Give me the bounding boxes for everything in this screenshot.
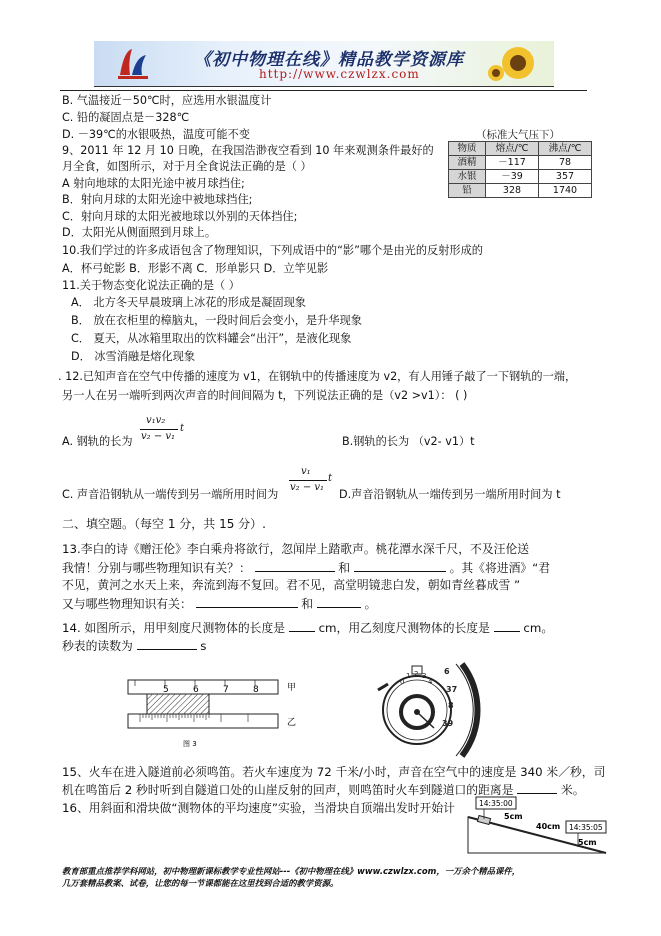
q11-option-c: C． 夏天，从冰箱里取出的饮料罐会“出汗”，是液化现象: [71, 332, 352, 345]
answer-blank[interactable]: [289, 620, 315, 632]
fraction-a-bar: [140, 429, 178, 430]
table-cell: －117: [486, 156, 539, 170]
table-cell: －39: [486, 170, 539, 184]
stopwatch-small-dial: 1: [406, 672, 411, 680]
q9-line1: 9、2011 年 12 月 10 日晚，在我国浩渺夜空看到 10 年来观测条件最好的: [62, 144, 434, 157]
ruler-figure: [125, 676, 305, 752]
q12-option-d: D.声音沿钢轨从一端传到另一端所用时间为 t: [339, 488, 561, 501]
fraction-a-denominator: v₂ − v₁: [141, 431, 176, 442]
q13-text-a: 我情！分别与哪些物理知识有关？：: [62, 561, 251, 575]
q12-line1: . 12.已知声音在空气中传播的速度为 v1，在钢轨中的传播速度为 v2，有人用锤子敲了一下钢轨的一端，: [58, 370, 577, 383]
q11-option-a: A． 北方冬天早晨玻璃上冰花的形成是凝固现象: [71, 296, 306, 309]
stopwatch-big-dial: 6: [444, 667, 450, 676]
q14-text-b: cm，用乙刻度尺测物体的长度是: [318, 621, 490, 635]
stopwatch-small-dial: 4: [428, 678, 433, 686]
q13-line4: [62, 596, 376, 611]
ruler-number: 6: [193, 685, 199, 695]
table-cell: 酒精: [449, 156, 486, 170]
incline-length: 5cm: [578, 838, 597, 847]
stopwatch-big-dial: 37: [446, 685, 458, 694]
table-cell: 1740: [539, 184, 592, 198]
q14-text-a: 14. 如图所示，用甲刻度尺测物体的长度是: [62, 621, 286, 635]
stopwatch-small-dial: 0: [400, 678, 405, 686]
q9-option-d: D．太阳光从侧面照到月球上。: [62, 226, 217, 239]
q9-line2: 月全食，如图所示，对于月全食说法正确的是（ ）: [62, 160, 312, 173]
q15-text-a: 机在鸣笛后 2 秒时听到自隧道口处的山崖反射的回声，则鸣笛时火车到隧道口的距离是: [62, 783, 514, 797]
fraction-a-numerator: v₁v₂: [146, 415, 166, 426]
q14-line2: [62, 638, 206, 653]
banner-url: http://www.czwlzx.com: [259, 67, 420, 81]
table-cell: 铅: [449, 184, 486, 198]
ruler-number: 5: [163, 685, 169, 695]
answer-blank[interactable]: [196, 596, 298, 608]
q14-text-c: cm。: [523, 621, 554, 635]
ruler-label-yi: 乙: [287, 718, 297, 728]
q15-line1: 15、火车在进入隧道前必须鸣笛。若火车速度为 72 千米/小时，声音在空气中的速度是 340 米／秒，司: [62, 765, 606, 779]
q14-text-d: 秒表的读数为: [62, 639, 133, 653]
q13-text-c: 。其《将进酒》“君: [449, 561, 551, 575]
table-caption: （标准大气压下）: [476, 129, 560, 141]
stopwatch-big-dial: 8: [448, 701, 454, 710]
site-logo-icon: [116, 45, 150, 81]
table-cell: 水银: [449, 170, 486, 184]
q9-option-b: B．射向月球的太阳光途中被地球挡住;: [62, 193, 253, 206]
timer-start: 14:35:00: [479, 799, 513, 808]
fraction-c-denominator: v₂ − v₁: [290, 482, 325, 493]
q14-text-e: s: [200, 639, 207, 653]
sunflower-icon: [488, 43, 548, 85]
table-header: 物质: [449, 142, 486, 156]
answer-blank[interactable]: [494, 620, 520, 632]
fraction-c-t: t: [328, 473, 333, 484]
timer-end: 14:35:05: [569, 823, 603, 832]
stopwatch-small-dial: 3: [422, 672, 427, 680]
q14-line1: [62, 620, 553, 635]
q13-text-b: 和: [338, 561, 351, 575]
q15-text-b: 米。: [561, 783, 585, 797]
q12-option-c: C. 声音沿钢轨从一端传到另一端所用时间为: [62, 488, 279, 501]
q11-text: 11.关于物态变化说法正确的是（ ）: [62, 279, 240, 292]
q12-option-b: B.钢轨的长为 （v2- v1）t: [342, 435, 475, 448]
fraction-c-bar: [289, 480, 327, 481]
option-d: D. －39℃的水银吸热，温度可能不变: [62, 128, 250, 141]
q9-option-c: C．射向月球的太阳光被地球以外别的天体挡住;: [62, 210, 298, 223]
option-b: B. 气温接近－50℃时，应选用水银温度计: [62, 94, 272, 107]
stopwatch-figure: [368, 660, 488, 760]
ruler-number: 7: [223, 685, 229, 695]
header-banner: [94, 41, 554, 87]
option-c: C. 铅的凝固点是－328℃: [62, 111, 190, 124]
answer-blank[interactable]: [255, 560, 335, 572]
q13-line1: 13.李白的诗《赠汪伦》李白乘舟将欲行，忽闻岸上踏歌声。桃花潭水深千尺，不及汪伦送: [62, 542, 530, 556]
section-fill-blank: 二、填空题。（每空 1 分，共 15 分）.: [62, 517, 266, 531]
q16-text: 16、用斜面和滑块做“测物体的平均速度”实验，当滑块自顶端出发时开始计: [62, 801, 455, 815]
properties-table: [448, 141, 592, 198]
table-header: 沸点/℃: [539, 142, 592, 156]
table-header: 熔点/℃: [486, 142, 539, 156]
stopwatch-small-dial: 2: [414, 670, 419, 678]
q13-text-d: 又与哪些物理知识有关：: [62, 597, 192, 611]
header-rule: [60, 90, 587, 91]
answer-blank[interactable]: [517, 782, 557, 794]
table-cell: 357: [539, 170, 592, 184]
q13-line2: [62, 560, 550, 575]
fraction-a-t: t: [180, 423, 185, 434]
table-cell: 78: [539, 156, 592, 170]
ruler-label-jia: 甲: [287, 683, 297, 693]
ruler-number: 8: [253, 685, 259, 695]
incline-length: 5cm: [504, 812, 523, 821]
q13-text-f: 。: [364, 597, 377, 611]
q10-options: A．杯弓蛇影 B．形影不离 C．形单影只 D．立竿见影: [62, 262, 329, 275]
q12-option-a: A. 钢轨的长为: [62, 435, 133, 448]
banner-title: 《初中物理在线》精品教学资源库: [194, 50, 464, 70]
answer-blank[interactable]: [137, 638, 197, 650]
q13-text-e: 和: [301, 597, 314, 611]
q9-option-a: A 射向地球的太阳光途中被月球挡住;: [62, 177, 245, 190]
footer-line1: 教育部重点推荐学科网站，初中物理新课标教学专业性网站---《初中物理在线》www.czwlzx.com，一万余个精品课件，: [62, 866, 521, 876]
q11-option-d: D． 冰雪消融是熔化现象: [71, 350, 196, 363]
answer-blank[interactable]: [317, 596, 361, 608]
incline-length: 40cm: [536, 822, 561, 831]
q13-line3: 不见，黄河之水天上来，奔流到海不复回。君不见，高堂明镜悲白发，朝如青丝暮成雪 ”: [62, 578, 521, 592]
incline-figure: [458, 795, 608, 857]
table-cell: 328: [486, 184, 539, 198]
q12-line2: 另一人在另一端听到两次声音的时间间隔为 t，下列说法正确的是（v2 >v1）： ( ): [62, 389, 468, 402]
q11-option-b: B． 放在衣柜里的樟脑丸，一段时间后会变小，是升华现象: [71, 314, 362, 327]
fraction-c-numerator: v₁: [301, 466, 311, 477]
ruler-caption: 图 3: [183, 740, 197, 748]
answer-blank[interactable]: [354, 560, 446, 572]
q10-text: 10.我们学过的许多成语包含了物理知识，下列成语中的“影”哪个是由光的反射形成的: [62, 244, 483, 257]
stopwatch-big-dial: 39: [442, 719, 454, 728]
footer-line2: 几万套精品教案、试卷，让您的每一节课都能在这里找到合适的教学资源。: [62, 878, 339, 888]
